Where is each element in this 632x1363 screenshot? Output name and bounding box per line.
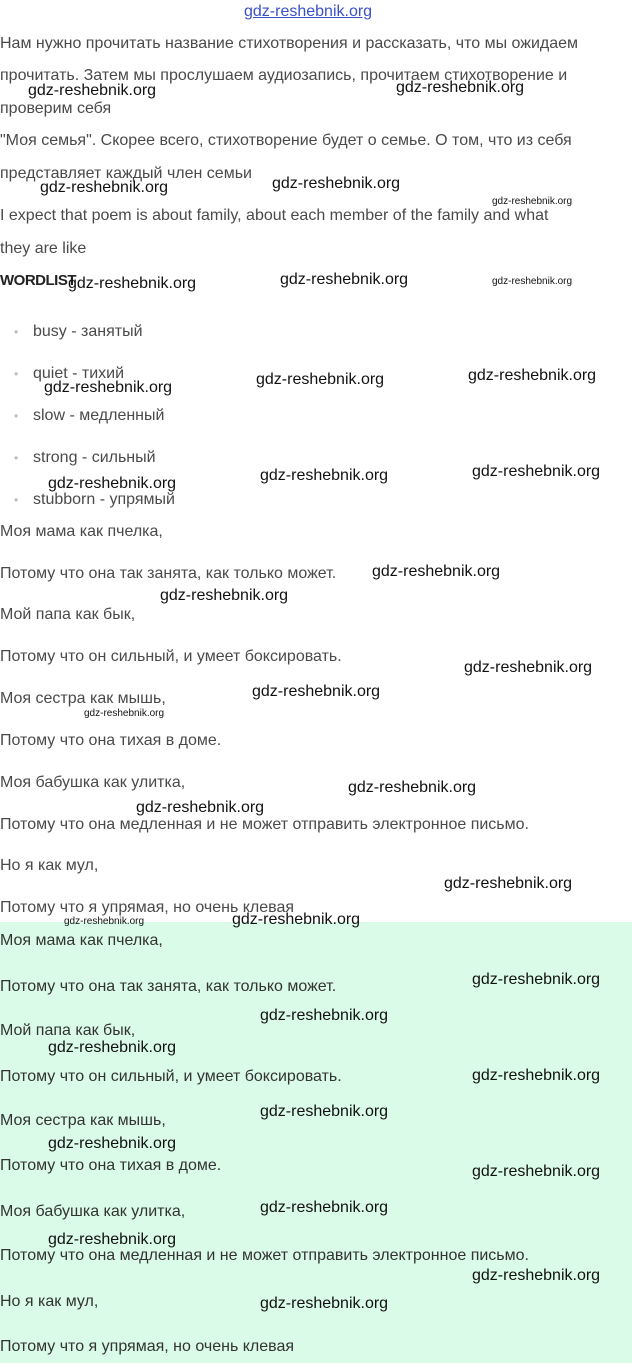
wordlist-item: • stubborn - упрямый <box>14 490 175 510</box>
poem-line: Потому что она так занята, как только может. <box>0 565 337 582</box>
watermark: gdz-reshebnik.org <box>260 1103 389 1120</box>
watermark: gdz-reshebnik.org <box>492 196 573 207</box>
watermark: gdz-reshebnik.org <box>468 367 597 384</box>
watermark: gdz-reshebnik.org <box>48 475 177 492</box>
poem-repeat-line: Мой папа как бык, <box>0 1022 136 1039</box>
watermark: gdz-reshebnik.org <box>472 1067 601 1084</box>
poem-line: Потому что она тихая в доме. <box>0 732 222 749</box>
watermark: gdz-reshebnik.org <box>464 659 593 676</box>
poem-line: Но я как мул, <box>0 857 99 874</box>
poem-line: Моя сестра как мышь, <box>0 690 166 707</box>
intro-line-6: I expect that poem is about family, about each member of the family and what <box>0 207 549 224</box>
watermark: gdz-reshebnik.org <box>472 463 601 480</box>
wordlist-heading: WORDLIST <box>0 272 76 289</box>
watermark: gdz-reshebnik.org <box>256 371 385 388</box>
poem-repeat-line: Потому что он сильный, и умеет боксировать. <box>0 1068 342 1085</box>
watermark: gdz-reshebnik.org <box>272 175 401 192</box>
intro-line-3: проверим себя <box>0 100 112 117</box>
wordlist-item: • slow - медленный <box>14 406 164 426</box>
poem-repeat-line: Моя сестра как мышь, <box>0 1112 166 1129</box>
intro-line-5: представляет каждый член семьи <box>0 165 252 182</box>
watermark: gdz-reshebnik.org <box>260 467 389 484</box>
watermark: gdz-reshebnik.org <box>260 1199 389 1216</box>
watermark: gdz-reshebnik.org <box>28 82 157 99</box>
watermark: gdz-reshebnik.org <box>68 275 197 292</box>
poem-repeat-line: Но я как мул, <box>0 1293 99 1310</box>
watermark: gdz-reshebnik.org <box>40 179 169 196</box>
intro-line-4: "Моя семья". Скорее всего, стихотворение будет о семье. О том, что из себя <box>0 132 572 149</box>
poem-repeat-line: Потому что она медленная и не может отправить электронное письмо. <box>0 1247 529 1264</box>
poem-repeat-line: Потому что я упрямая, но очень клевая <box>0 1338 295 1355</box>
poem-repeat-line: Моя мама как пчелка, <box>0 932 163 949</box>
watermark: gdz-reshebnik.org <box>232 911 361 928</box>
watermark: gdz-reshebnik.org <box>48 1039 177 1056</box>
poem-line: Мой папа как бык, <box>0 606 136 623</box>
watermark: gdz-reshebnik.org <box>372 563 501 580</box>
watermark: gdz-reshebnik.org <box>472 971 601 988</box>
watermark: gdz-reshebnik.org <box>396 79 525 96</box>
intro-line-7: they are like <box>0 240 87 257</box>
watermark: gdz-reshebnik.org <box>348 779 477 796</box>
intro-line-2: прочитать. Затем мы прослушаем аудиозапись, прочитаем стихотворение и <box>0 67 568 84</box>
watermark: gdz-reshebnik.org <box>260 1295 389 1312</box>
wordlist-item: • quiet - тихий <box>14 364 124 384</box>
watermark: gdz-reshebnik.org <box>280 271 409 288</box>
watermark: gdz-reshebnik.org <box>260 1007 389 1024</box>
header-link[interactable]: gdz-reshebnik.org <box>244 3 373 20</box>
poem-repeat-line: Моя бабушка как улитка, <box>0 1203 186 1220</box>
poem-line: Потому что я упрямая, но очень клевая <box>0 899 295 916</box>
watermark: gdz-reshebnik.org <box>136 799 265 816</box>
intro-line-1: Нам нужно прочитать название стихотворения и рассказать, что мы ожидаем <box>0 35 579 52</box>
watermark: gdz-reshebnik.org <box>252 683 381 700</box>
poem-line: Моя бабушка как улитка, <box>0 774 186 791</box>
watermark: gdz-reshebnik.org <box>492 276 573 287</box>
watermark: gdz-reshebnik.org <box>64 916 145 927</box>
poem-line: Потому что она медленная и не может отправить электронное письмо. <box>0 816 529 833</box>
poem-repeat-line: Потому что она тихая в доме. <box>0 1157 222 1174</box>
wordlist-item: • strong - сильный <box>14 448 156 468</box>
watermark: gdz-reshebnik.org <box>48 1231 177 1248</box>
watermark: gdz-reshebnik.org <box>44 379 173 396</box>
wordlist-item: • busy - занятый <box>14 322 143 342</box>
poem-line: Моя мама как пчелка, <box>0 523 163 540</box>
poem-line: Потому что он сильный, и умеет боксировать. <box>0 648 342 665</box>
watermark: gdz-reshebnik.org <box>472 1267 601 1284</box>
watermark: gdz-reshebnik.org <box>472 1163 601 1180</box>
watermark: gdz-reshebnik.org <box>160 587 289 604</box>
poem-repeat-line: Потому что она так занята, как только может. <box>0 978 337 995</box>
watermark: gdz-reshebnik.org <box>84 708 165 719</box>
watermark: gdz-reshebnik.org <box>48 1135 177 1152</box>
watermark: gdz-reshebnik.org <box>444 875 573 892</box>
